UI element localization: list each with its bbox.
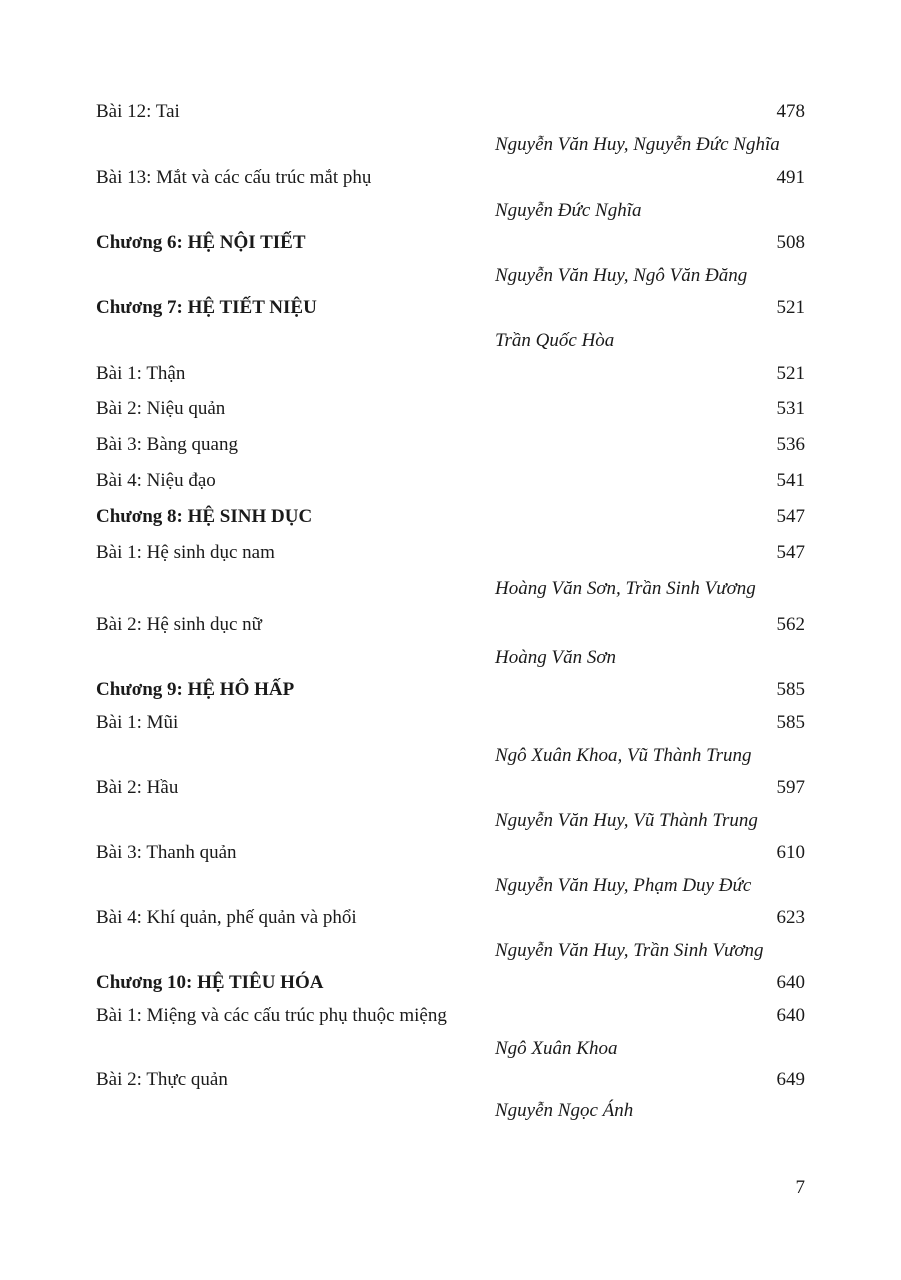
toc-author-line (0, 872, 901, 900)
toc-entry (0, 676, 901, 704)
toc-page-number: 597 (776, 777, 805, 798)
toc-author-line (0, 1035, 901, 1063)
toc-author-line (0, 742, 901, 770)
toc-page-number: 541 (776, 470, 805, 491)
toc-entry (0, 839, 901, 867)
toc-page-number: 521 (776, 297, 805, 318)
author-names: Nguyễn Ngọc Ánh (495, 1100, 634, 1121)
lesson-title: Bài 2: Niệu quản (96, 398, 226, 419)
toc-entry (0, 611, 901, 639)
lesson-title: Bài 1: Miệng và các cấu trúc phụ thuộc miệng (96, 1005, 447, 1026)
toc-entry (0, 229, 901, 257)
author-names: Nguyễn Đức Nghĩa (495, 200, 642, 221)
toc-entry (0, 98, 901, 126)
toc-entry (0, 294, 901, 322)
chapter-title: Chương 8: HỆ SINH DỤC (96, 506, 313, 527)
toc-page-number: 649 (776, 1069, 805, 1090)
toc-entry (0, 904, 901, 932)
lesson-title: Bài 2: Thực quản (96, 1069, 228, 1090)
page-number: 7 (795, 1177, 805, 1198)
toc-entry (0, 467, 901, 495)
author-names: Nguyễn Văn Huy, Ngô Văn Đăng (495, 265, 748, 286)
toc-entry (0, 431, 901, 459)
author-names: Ngô Xuân Khoa, Vũ Thành Trung (495, 745, 752, 766)
toc-entry (0, 539, 901, 567)
chapter-title: Chương 7: HỆ TIẾT NIỆU (96, 297, 317, 318)
author-names: Hoàng Văn Sơn, Trần Sinh Vương (495, 578, 756, 599)
toc-author-line (0, 937, 901, 965)
toc-entry (0, 395, 901, 423)
toc-entry (0, 360, 901, 388)
toc-page-number: 491 (776, 167, 805, 188)
author-names: Nguyễn Văn Huy, Vũ Thành Trung (495, 810, 758, 831)
toc-page-number: 623 (776, 907, 805, 928)
author-names: Ngô Xuân Khoa (495, 1038, 618, 1059)
toc-page-number: 536 (776, 434, 805, 455)
lesson-title: Bài 1: Hệ sinh dục nam (96, 542, 275, 563)
lesson-title: Bài 1: Mũi (96, 712, 179, 733)
lesson-title: Bài 1: Thận (96, 363, 186, 384)
author-names: Trần Quốc Hòa (495, 330, 615, 351)
toc-page-number: 478 (776, 101, 805, 122)
toc-page-number: 585 (776, 712, 805, 733)
toc-page-number: 508 (776, 232, 805, 253)
toc-page-number: 585 (776, 679, 805, 700)
lesson-title: Bài 2: Hệ sinh dục nữ (96, 614, 262, 635)
author-names: Nguyễn Văn Huy, Nguyễn Đức Nghĩa (495, 134, 780, 155)
toc-page-number: 547 (776, 506, 805, 527)
lesson-title: Bài 4: Khí quản, phế quản và phổi (96, 907, 357, 928)
lesson-title: Bài 2: Hầu (96, 777, 179, 798)
toc-entry (0, 774, 901, 802)
lesson-title: Bài 4: Niệu đạo (96, 470, 216, 491)
toc-author-line (0, 575, 901, 603)
toc-page-number: 640 (776, 1005, 805, 1026)
toc-author-line (0, 327, 901, 355)
toc-author-line (0, 197, 901, 225)
toc-page-number: 610 (776, 842, 805, 863)
chapter-title: Chương 9: HỆ HÔ HẤP (96, 679, 295, 700)
toc-author-line (0, 644, 901, 672)
toc-entry (0, 1002, 901, 1030)
toc-entry (0, 969, 901, 997)
toc-entry (0, 164, 901, 192)
toc-page-number: 562 (776, 614, 805, 635)
lesson-title: Bài 3: Bàng quang (96, 434, 238, 455)
toc-page-number: 547 (776, 542, 805, 563)
lesson-title: Bài 13: Mắt và các cấu trúc mắt phụ (96, 167, 372, 188)
chapter-title: Chương 6: HỆ NỘI TIẾT (96, 232, 306, 253)
lesson-title: Bài 12: Tai (96, 101, 180, 122)
toc-author-line (0, 131, 901, 159)
toc-author-line (0, 262, 901, 290)
toc-author-line (0, 1097, 901, 1125)
toc-entry (0, 1066, 901, 1094)
author-names: Nguyễn Văn Huy, Trần Sinh Vương (495, 940, 764, 961)
toc-author-line (0, 807, 901, 835)
chapter-title: Chương 10: HỆ TIÊU HÓA (96, 972, 324, 993)
author-names: Hoàng Văn Sơn (495, 647, 616, 668)
toc-entry (0, 503, 901, 531)
toc-page-number: 521 (776, 363, 805, 384)
author-names: Nguyễn Văn Huy, Phạm Duy Đức (495, 875, 752, 896)
toc-entry (0, 709, 901, 737)
toc-page-number: 531 (776, 398, 805, 419)
lesson-title: Bài 3: Thanh quản (96, 842, 237, 863)
toc-page-number: 640 (776, 972, 805, 993)
